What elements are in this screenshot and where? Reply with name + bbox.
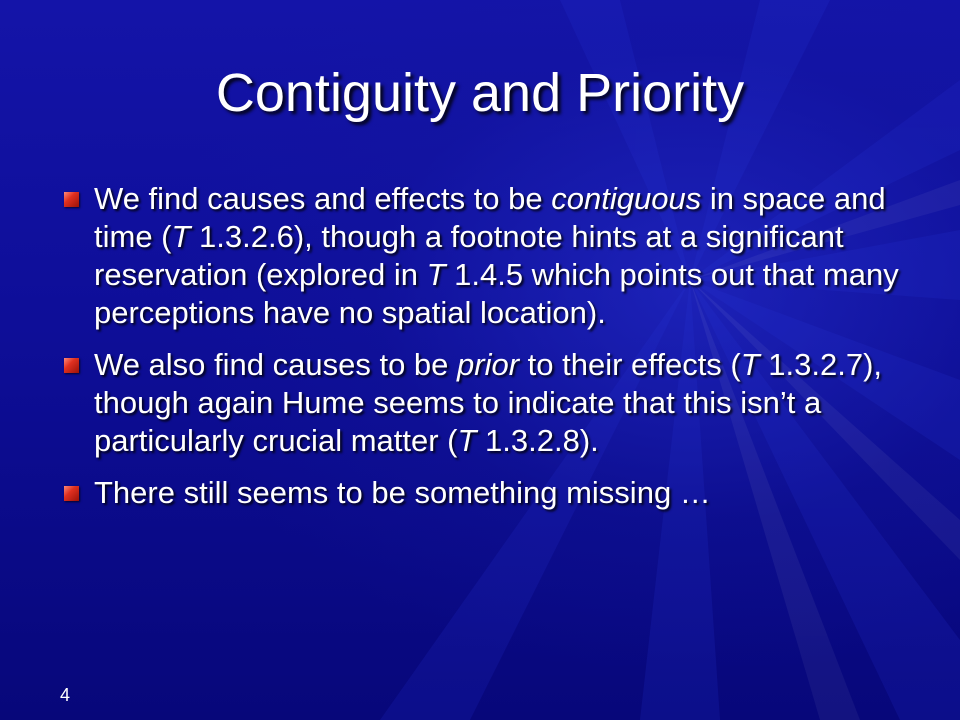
bullet-text (94, 346, 924, 460)
bullet-marker-icon (64, 358, 79, 373)
bullet-marker-icon (64, 192, 79, 207)
bullet-text-segment: 1.3.2.8). (476, 423, 599, 458)
bullet-text (94, 474, 924, 512)
bullet-text-segment: prior (457, 347, 520, 382)
bullet-text-segment: in space and time ( (94, 181, 886, 254)
bullet-item (64, 180, 924, 332)
slide-number: 4 (60, 685, 71, 705)
bullet-text-segment: T (171, 219, 191, 254)
bullet-text (94, 180, 924, 332)
bullet-item (64, 474, 924, 512)
bullet-text-segment: We find causes and effects to be (94, 181, 552, 216)
bullet-text-segment: T (740, 347, 760, 382)
bullet-list (64, 180, 924, 526)
bullet-text-segment: 1.3.2.7), though again Hume seems to indicate that this isn’t a particularly crucial matter ( (94, 347, 883, 458)
bullet-text-segment: T (426, 257, 446, 292)
slide-title: Contiguity and Priority (215, 63, 745, 123)
bullet-text-segment: 1.3.2.6), though a footnote hints at a significant reservation (explored in (94, 219, 844, 292)
bullet-marker-icon (64, 486, 79, 501)
bullet-text-segment: T (457, 423, 477, 458)
bullet-text-segment: We also find causes to be (94, 347, 458, 382)
bullet-item (64, 346, 924, 460)
bullet-text-segment: to their effects ( (519, 347, 741, 382)
bullet-text-segment: 1.4.5 which points out that many perceptions have no spatial location). (94, 257, 899, 330)
bullet-text-segment: contiguous (551, 181, 702, 216)
bullet-text-segment: There still seems to be something missing … (94, 475, 711, 510)
